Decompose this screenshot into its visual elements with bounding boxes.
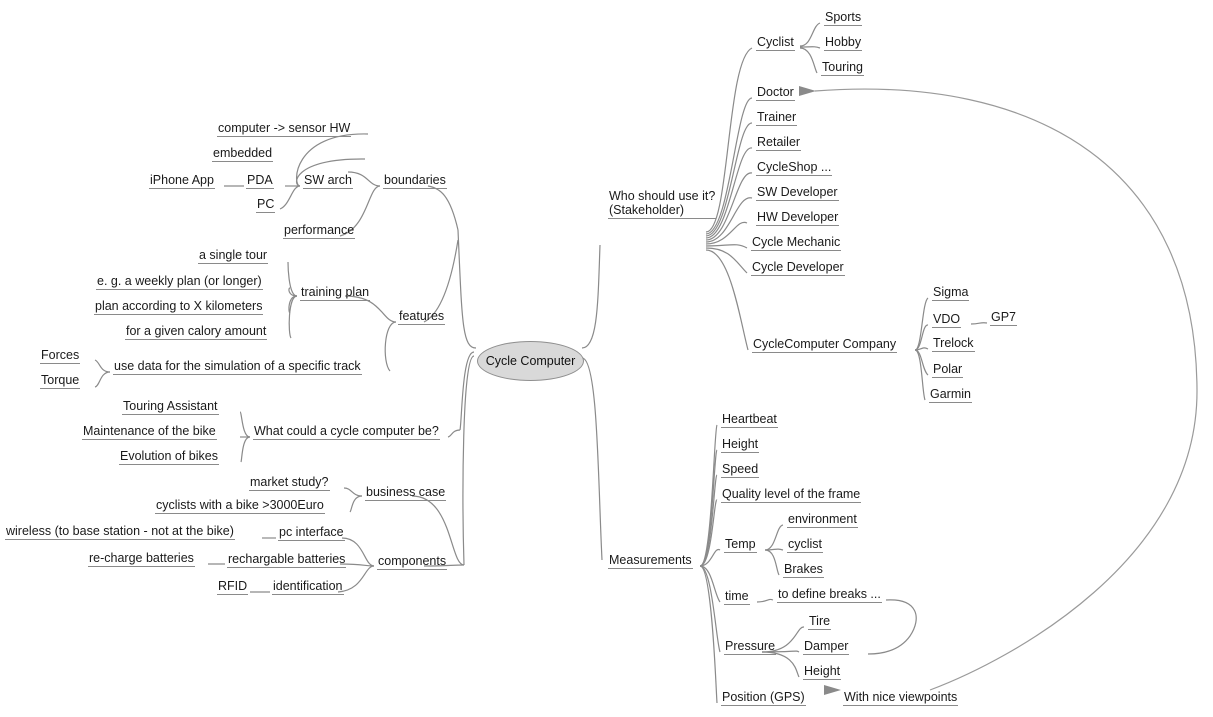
mindmap-node-stakeholder[interactable] <box>608 189 716 219</box>
mindmap-node-time[interactable] <box>724 589 750 605</box>
mindmap-node-trainer-label: Trainer <box>757 110 797 124</box>
mindmap-node-retailer[interactable] <box>756 135 801 151</box>
mindmap-node-damper[interactable] <box>803 639 849 655</box>
mindmap-node-stakeholder-line-1: (Stakeholder) <box>609 203 685 217</box>
mindmap-node-cycledev[interactable] <box>751 260 845 276</box>
mindmap-node-hwdev-label: HW Developer <box>757 210 839 224</box>
mindmap-node-iphone-label: iPhone App <box>150 173 214 187</box>
mindmap-node-trainer[interactable] <box>756 110 797 126</box>
mindmap-node-rechargable[interactable] <box>227 552 346 568</box>
mindmap-node-components[interactable] <box>377 554 447 570</box>
mindmap-node-trainingplan[interactable] <box>300 285 370 301</box>
mindmap-node-rfid-label: RFID <box>218 579 248 593</box>
mindmap-node-pressure[interactable] <box>724 639 776 655</box>
mindmap-node-heartbeat-label: Heartbeat <box>722 412 777 426</box>
mindmap-node-embedded-label: embedded <box>213 146 273 160</box>
mindmap-node-tire-label: Tire <box>809 614 831 628</box>
mindmap-node-kmplan[interactable] <box>94 299 263 315</box>
mindmap-node-marketstudy-label: market study? <box>250 475 329 489</box>
mindmap-node-hobby[interactable] <box>824 35 862 51</box>
mindmap-node-cyclist2[interactable] <box>787 537 823 553</box>
mindmap-node-boundaries-label: boundaries <box>384 173 446 187</box>
mindmap-node-cycleshop[interactable] <box>756 160 832 176</box>
mindmap-node-performance[interactable] <box>283 223 355 239</box>
mindmap-node-rechargable-label: rechargable batteries <box>228 552 346 566</box>
mindmap-node-doctor[interactable] <box>756 85 795 101</box>
mindmap-node-recharge-label: re-charge batteries <box>89 551 194 565</box>
arrowhead-doctor <box>799 86 816 96</box>
mindmap-node-cyclemech-label: Cycle Mechanic <box>752 235 841 249</box>
mindmap-node-trainingplan-label: training plan <box>301 285 370 299</box>
mindmap-node-sports[interactable] <box>824 10 862 26</box>
mindmap-node-tire[interactable] <box>808 614 831 630</box>
mindmap-node-polar[interactable] <box>932 362 963 378</box>
mindmap-node-heartbeat[interactable] <box>721 412 778 428</box>
mindmap-node-gp7[interactable] <box>990 310 1017 326</box>
mindmap-node-gp7-label: GP7 <box>991 310 1017 324</box>
mindmap-node-height1-label: Height <box>722 437 759 451</box>
mindmap-node-iphone[interactable] <box>149 173 215 189</box>
mindmap-node-brakes[interactable] <box>783 562 824 578</box>
mindmap-node-pcinterface-label: pc interface <box>279 525 344 539</box>
mindmap-node-pc[interactable] <box>256 197 275 213</box>
mindmap-node-weeklyplan-label: e. g. a weekly plan (or longer) <box>97 274 262 288</box>
mindmap-node-garmin-label: Garmin <box>930 387 971 401</box>
mindmap-node-position[interactable] <box>721 690 806 706</box>
mindmap-node-performance-label: performance <box>284 223 355 237</box>
mindmap-node-maintenance[interactable] <box>82 424 217 440</box>
mindmap-node-embedded[interactable] <box>212 146 273 162</box>
mindmap-node-whatcould-label: What could a cycle computer be? <box>254 424 439 438</box>
mindmap-node-sigma-label: Sigma <box>933 285 969 299</box>
mindmap-node-cycleshop-label: CycleShop ... <box>757 160 832 174</box>
mindmap-node-cyclist-label: Cyclist <box>757 35 794 49</box>
mindmap-node-swarch-label: SW arch <box>304 173 352 187</box>
mindmap-node-maintenance-label: Maintenance of the bike <box>83 424 216 438</box>
mindmap-node-rfid[interactable] <box>217 579 248 595</box>
mindmap-node-identification[interactable] <box>272 579 344 595</box>
mindmap-node-trelock[interactable] <box>932 336 975 352</box>
mindmap-node-swdev-label: SW Developer <box>757 185 838 199</box>
mindmap-node-evolution[interactable] <box>119 449 219 465</box>
mindmap-node-cyclist2-label: cyclist <box>788 537 823 551</box>
mindmap-node-breaks[interactable] <box>777 587 882 603</box>
mindmap-node-touringassist-label: Touring Assistant <box>123 399 218 413</box>
mindmap-node-torque-label: Torque <box>41 373 80 387</box>
mindmap-node-whatcould[interactable] <box>253 424 440 440</box>
mindmap-node-cyclist[interactable] <box>756 35 795 51</box>
mindmap-node-height2-label: Height <box>804 664 841 678</box>
mindmap-node-measurements[interactable] <box>608 553 693 569</box>
mindmap-node-computer[interactable] <box>217 121 351 137</box>
mindmap-node-touring[interactable] <box>821 60 864 76</box>
mindmap-node-pressure-label: Pressure <box>725 639 776 653</box>
arrowhead-position <box>824 685 841 695</box>
mindmap-node-boundaries[interactable] <box>383 173 447 189</box>
mindmap-node-vdo-label: VDO <box>933 312 961 326</box>
mindmap-node-garmin[interactable] <box>929 387 972 403</box>
mindmap-node-pc-label: PC <box>257 197 275 211</box>
mindmap-node-wireless[interactable] <box>5 524 235 540</box>
mindmap-node-pda-label: PDA <box>247 173 273 187</box>
mindmap-node-swdev[interactable] <box>756 185 839 201</box>
root-node[interactable] <box>477 341 584 381</box>
mindmap-node-computer-label: computer -> sensor HW <box>218 121 351 135</box>
mindmap-node-trelock-label: Trelock <box>933 336 974 350</box>
mindmap-node-touring-label: Touring <box>822 60 863 74</box>
mindmap-node-position-label: Position (GPS) <box>722 690 805 704</box>
mindmap-node-kmplan-label: plan according to X kilometers <box>95 299 263 313</box>
mindmap-node-businesscase-label: business case <box>366 485 446 499</box>
mindmap-node-stakeholder-line-0: Who should use it? <box>609 189 716 203</box>
mindmap-node-brakes-label: Brakes <box>784 562 823 576</box>
mindmap-node-cycledev-label: Cycle Developer <box>752 260 844 274</box>
mindmap-node-hwdev[interactable] <box>756 210 839 226</box>
mindmap-node-temp-label: Temp <box>725 537 756 551</box>
mindmap-node-torque[interactable] <box>40 373 80 389</box>
mindmap-node-quality-label: Quality level of the frame <box>722 487 861 501</box>
mindmap-node-pda[interactable] <box>246 173 274 189</box>
mindmap-node-temp[interactable] <box>724 537 757 553</box>
mindmap-node-viewpoints-label: With nice viewpoints <box>844 690 958 704</box>
mindmap-node-speed-label: Speed <box>722 462 759 476</box>
mindmap-node-identification-label: identification <box>273 579 343 593</box>
mindmap-node-environment[interactable] <box>787 512 858 528</box>
mindmap-node-measurements-label: Measurements <box>609 553 692 567</box>
mindmap-node-weeklyplan[interactable] <box>96 274 263 290</box>
mindmap-node-height2[interactable] <box>803 664 841 680</box>
mindmap-node-cyclists3000-label: cyclists with a bike >3000Euro <box>156 498 324 512</box>
mindmap-node-quality[interactable] <box>721 487 861 503</box>
mindmap-node-recharge[interactable] <box>88 551 195 567</box>
mindmap-node-wireless-label: wireless (to base station - not at the bike) <box>6 524 234 538</box>
mindmap-node-viewpoints[interactable] <box>843 690 958 706</box>
mindmap-node-height1[interactable] <box>721 437 759 453</box>
mindmap-node-calory[interactable] <box>125 324 267 340</box>
mindmap-node-time-label: time <box>725 589 749 603</box>
mindmap-node-breaks-label: to define breaks ... <box>778 587 881 601</box>
mindmap-node-doctor-label: Doctor <box>757 85 794 99</box>
mindmap-node-environment-label: environment <box>788 512 857 526</box>
mindmap-node-hobby-label: Hobby <box>825 35 862 49</box>
mindmap-node-retailer-label: Retailer <box>757 135 801 149</box>
mindmap-node-simulation-label: use data for the simulation of a specific track <box>114 359 361 373</box>
mindmap-node-cyclists3000[interactable] <box>155 498 325 514</box>
mindmap-node-vdo[interactable] <box>932 312 961 328</box>
mindmap-node-features[interactable] <box>398 309 445 325</box>
mindmap-node-evolution-label: Evolution of bikes <box>120 449 218 463</box>
mindmap-node-pcinterface[interactable] <box>278 525 345 541</box>
mindmap-node-businesscase[interactable] <box>365 485 446 501</box>
mindmap-node-forces[interactable] <box>40 348 80 364</box>
mindmap-node-cyclecompany-label: CycleComputer Company <box>753 337 897 351</box>
mindmap-node-singletour[interactable] <box>198 248 268 264</box>
mindmap-node-cyclecompany[interactable] <box>752 337 897 353</box>
mindmap-node-calory-label: for a given calory amount <box>126 324 267 338</box>
mindmap-node-speed[interactable] <box>721 462 759 478</box>
mindmap-node-features-label: features <box>399 309 445 323</box>
mindmap-node-cyclemech[interactable] <box>751 235 841 251</box>
mindmap-node-polar-label: Polar <box>933 362 963 376</box>
mindmap-node-sports-label: Sports <box>825 10 862 24</box>
mindmap-node-damper-label: Damper <box>804 639 849 653</box>
mindmap-node-touringassist[interactable] <box>122 399 219 415</box>
root-label: Cycle Computer <box>485 354 576 368</box>
mindmap-node-components-label: components <box>378 554 447 568</box>
mindmap-node-marketstudy[interactable] <box>249 475 330 491</box>
mindmap-node-singletour-label: a single tour <box>199 248 268 262</box>
mindmap-node-sigma[interactable] <box>932 285 969 301</box>
mindmap-node-swarch[interactable] <box>303 173 353 189</box>
mindmap-node-simulation[interactable] <box>113 359 362 375</box>
mindmap-node-forces-label: Forces <box>41 348 80 362</box>
